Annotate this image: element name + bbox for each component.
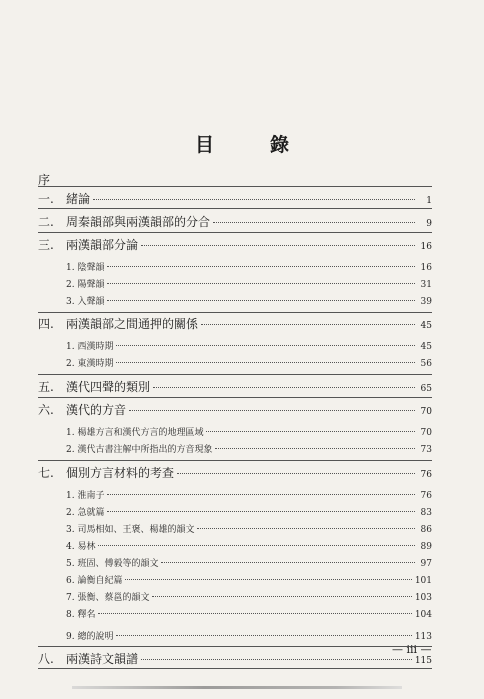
chapter-label: 兩漢韻部之間通押的關係 xyxy=(66,317,199,331)
leader-dots xyxy=(177,472,415,474)
leader-dots xyxy=(98,544,415,546)
page-number: 83 xyxy=(420,508,432,518)
leader-dots xyxy=(129,409,415,411)
toc-chapter-1[interactable] xyxy=(38,190,432,207)
section-label: 1. 西漢時期 xyxy=(66,342,114,352)
page-number: 73 xyxy=(420,445,432,455)
chapter-label: 兩漢詩文韻譜 xyxy=(66,652,139,666)
toc-section-4-1[interactable] xyxy=(38,339,432,352)
section-label: 1. 楊雄方言和漢代方言的地理區域 xyxy=(66,428,204,438)
scan-edge xyxy=(72,686,402,689)
page-number: 70 xyxy=(420,428,432,438)
leader-dots xyxy=(141,244,415,246)
leader-dots xyxy=(152,595,411,597)
divider xyxy=(38,397,432,398)
toc-section-7-3[interactable] xyxy=(38,522,432,535)
page-number: 97 xyxy=(420,559,432,569)
toc-section-4-2[interactable] xyxy=(38,356,432,369)
toc-section-7-9[interactable] xyxy=(38,629,432,642)
page-title xyxy=(0,130,484,157)
chapter-number: 二. xyxy=(38,215,54,229)
leader-dots xyxy=(93,198,415,200)
page-number: 45 xyxy=(420,321,432,331)
section-label: 3. 司馬相如、王褒、楊雄的韻文 xyxy=(66,525,195,535)
section-label: 9. 總的說明 xyxy=(66,632,114,642)
title-char-1: 目 xyxy=(194,134,214,156)
divider xyxy=(38,374,432,375)
chapter-label: 漢代的方音 xyxy=(66,403,127,417)
page-number: 103 xyxy=(414,593,432,603)
page-number: 31 xyxy=(420,280,432,290)
leader-dots xyxy=(98,612,411,614)
leader-dots xyxy=(206,430,415,432)
page-number: 86 xyxy=(420,525,432,535)
page-number: 16 xyxy=(420,263,432,273)
page-number: 76 xyxy=(420,491,432,501)
leader-dots xyxy=(161,561,415,563)
section-label: 2. 急就篇 xyxy=(66,508,105,518)
toc-section-7-6[interactable] xyxy=(38,573,432,586)
leader-dots xyxy=(107,299,415,301)
leader-dots xyxy=(213,221,415,223)
page-number: 113 xyxy=(414,632,432,642)
toc-section-6-2[interactable] xyxy=(38,442,432,455)
toc-section-7-8[interactable] xyxy=(38,607,432,620)
chapter-label: 周秦韻部與兩漢韻部的分合 xyxy=(66,215,211,229)
chapter-number: 三. xyxy=(38,238,54,252)
page-number: 89 xyxy=(420,542,432,552)
leader-dots xyxy=(141,658,412,660)
section-label: 1. 淮南子 xyxy=(66,491,105,501)
leader-dots xyxy=(116,361,415,363)
page-number: 56 xyxy=(420,359,432,369)
section-label: 5. 班固、傅毅等的韻文 xyxy=(66,559,159,569)
leader-dots xyxy=(107,510,415,512)
chapter-label: 緒論 xyxy=(66,192,91,206)
page-number: 104 xyxy=(414,610,432,620)
divider xyxy=(38,208,432,209)
toc-section-7-4[interactable] xyxy=(38,539,432,552)
page-number: 115 xyxy=(414,656,432,666)
chapter-label: 兩漢韻部分論 xyxy=(66,238,139,252)
section-label: 8. 釋名 xyxy=(66,610,96,620)
toc-chapter-7[interactable] xyxy=(38,464,432,481)
divider xyxy=(38,232,432,233)
divider xyxy=(38,646,432,647)
toc-section-3-3[interactable] xyxy=(38,294,432,307)
toc-chapter-5[interactable] xyxy=(38,378,432,395)
section-label: 7. 張衡、蔡邕的韻文 xyxy=(66,593,150,603)
leader-dots xyxy=(107,282,415,284)
leader-dots xyxy=(107,493,415,495)
toc-section-7-1[interactable] xyxy=(38,488,432,501)
page-number: 70 xyxy=(420,407,432,417)
toc-section-7-2[interactable] xyxy=(38,505,432,518)
leader-dots xyxy=(197,527,415,529)
section-label: 2. 陽聲韻 xyxy=(66,280,105,290)
divider xyxy=(38,186,432,187)
leader-dots xyxy=(116,634,411,636)
toc-section-7-5[interactable] xyxy=(38,556,432,569)
page-number: 101 xyxy=(414,576,432,586)
chapter-label: 個別方言材料的考查 xyxy=(66,466,175,480)
section-label: 4. 易林 xyxy=(66,542,96,552)
chapter-number: 七. xyxy=(38,466,54,480)
leader-dots xyxy=(107,265,415,267)
preface-entry[interactable]: 序 xyxy=(38,173,51,187)
footer-page-number: — iii — xyxy=(392,643,432,656)
toc-chapter-2[interactable] xyxy=(38,213,432,230)
chapter-label: 漢代四聲的類別 xyxy=(66,380,151,394)
page-number: 1 xyxy=(426,196,432,206)
leader-dots xyxy=(116,344,415,346)
toc-chapter-6[interactable] xyxy=(38,401,432,418)
chapter-number: 六. xyxy=(38,403,54,417)
page-number: 39 xyxy=(420,297,432,307)
divider xyxy=(38,460,432,461)
toc-section-3-1[interactable] xyxy=(38,260,432,273)
page-number: 45 xyxy=(420,342,432,352)
leader-dots xyxy=(215,447,415,449)
leader-dots xyxy=(125,578,411,580)
page-number: 16 xyxy=(420,242,432,252)
divider xyxy=(38,312,432,313)
divider xyxy=(38,668,432,669)
toc-section-6-1[interactable] xyxy=(38,425,432,438)
toc-chapter-4[interactable] xyxy=(38,315,432,332)
leader-dots xyxy=(153,386,415,388)
chapter-number: 五. xyxy=(38,380,54,394)
section-label: 3. 入聲韻 xyxy=(66,297,105,307)
page-number: 65 xyxy=(420,384,432,394)
toc-chapter-3[interactable] xyxy=(38,236,432,253)
toc-chapter-8[interactable] xyxy=(38,650,432,667)
toc-section-7-7[interactable] xyxy=(38,590,432,603)
section-label: 6. 論衡自紀篇 xyxy=(66,576,123,586)
section-label: 1. 陰聲韻 xyxy=(66,263,105,273)
chapter-number: 四. xyxy=(38,317,54,331)
section-label: 2. 漢代古書注解中所指出的方音現象 xyxy=(66,445,213,455)
section-label: 2. 東漢時期 xyxy=(66,359,114,369)
chapter-number: 八. xyxy=(38,652,54,666)
page-number: 76 xyxy=(420,470,432,480)
toc-section-3-2[interactable] xyxy=(38,277,432,290)
leader-dots xyxy=(201,323,415,325)
page-number: 9 xyxy=(426,219,432,229)
title-char-2: 錄 xyxy=(270,134,290,156)
chapter-number: 一. xyxy=(38,192,54,206)
